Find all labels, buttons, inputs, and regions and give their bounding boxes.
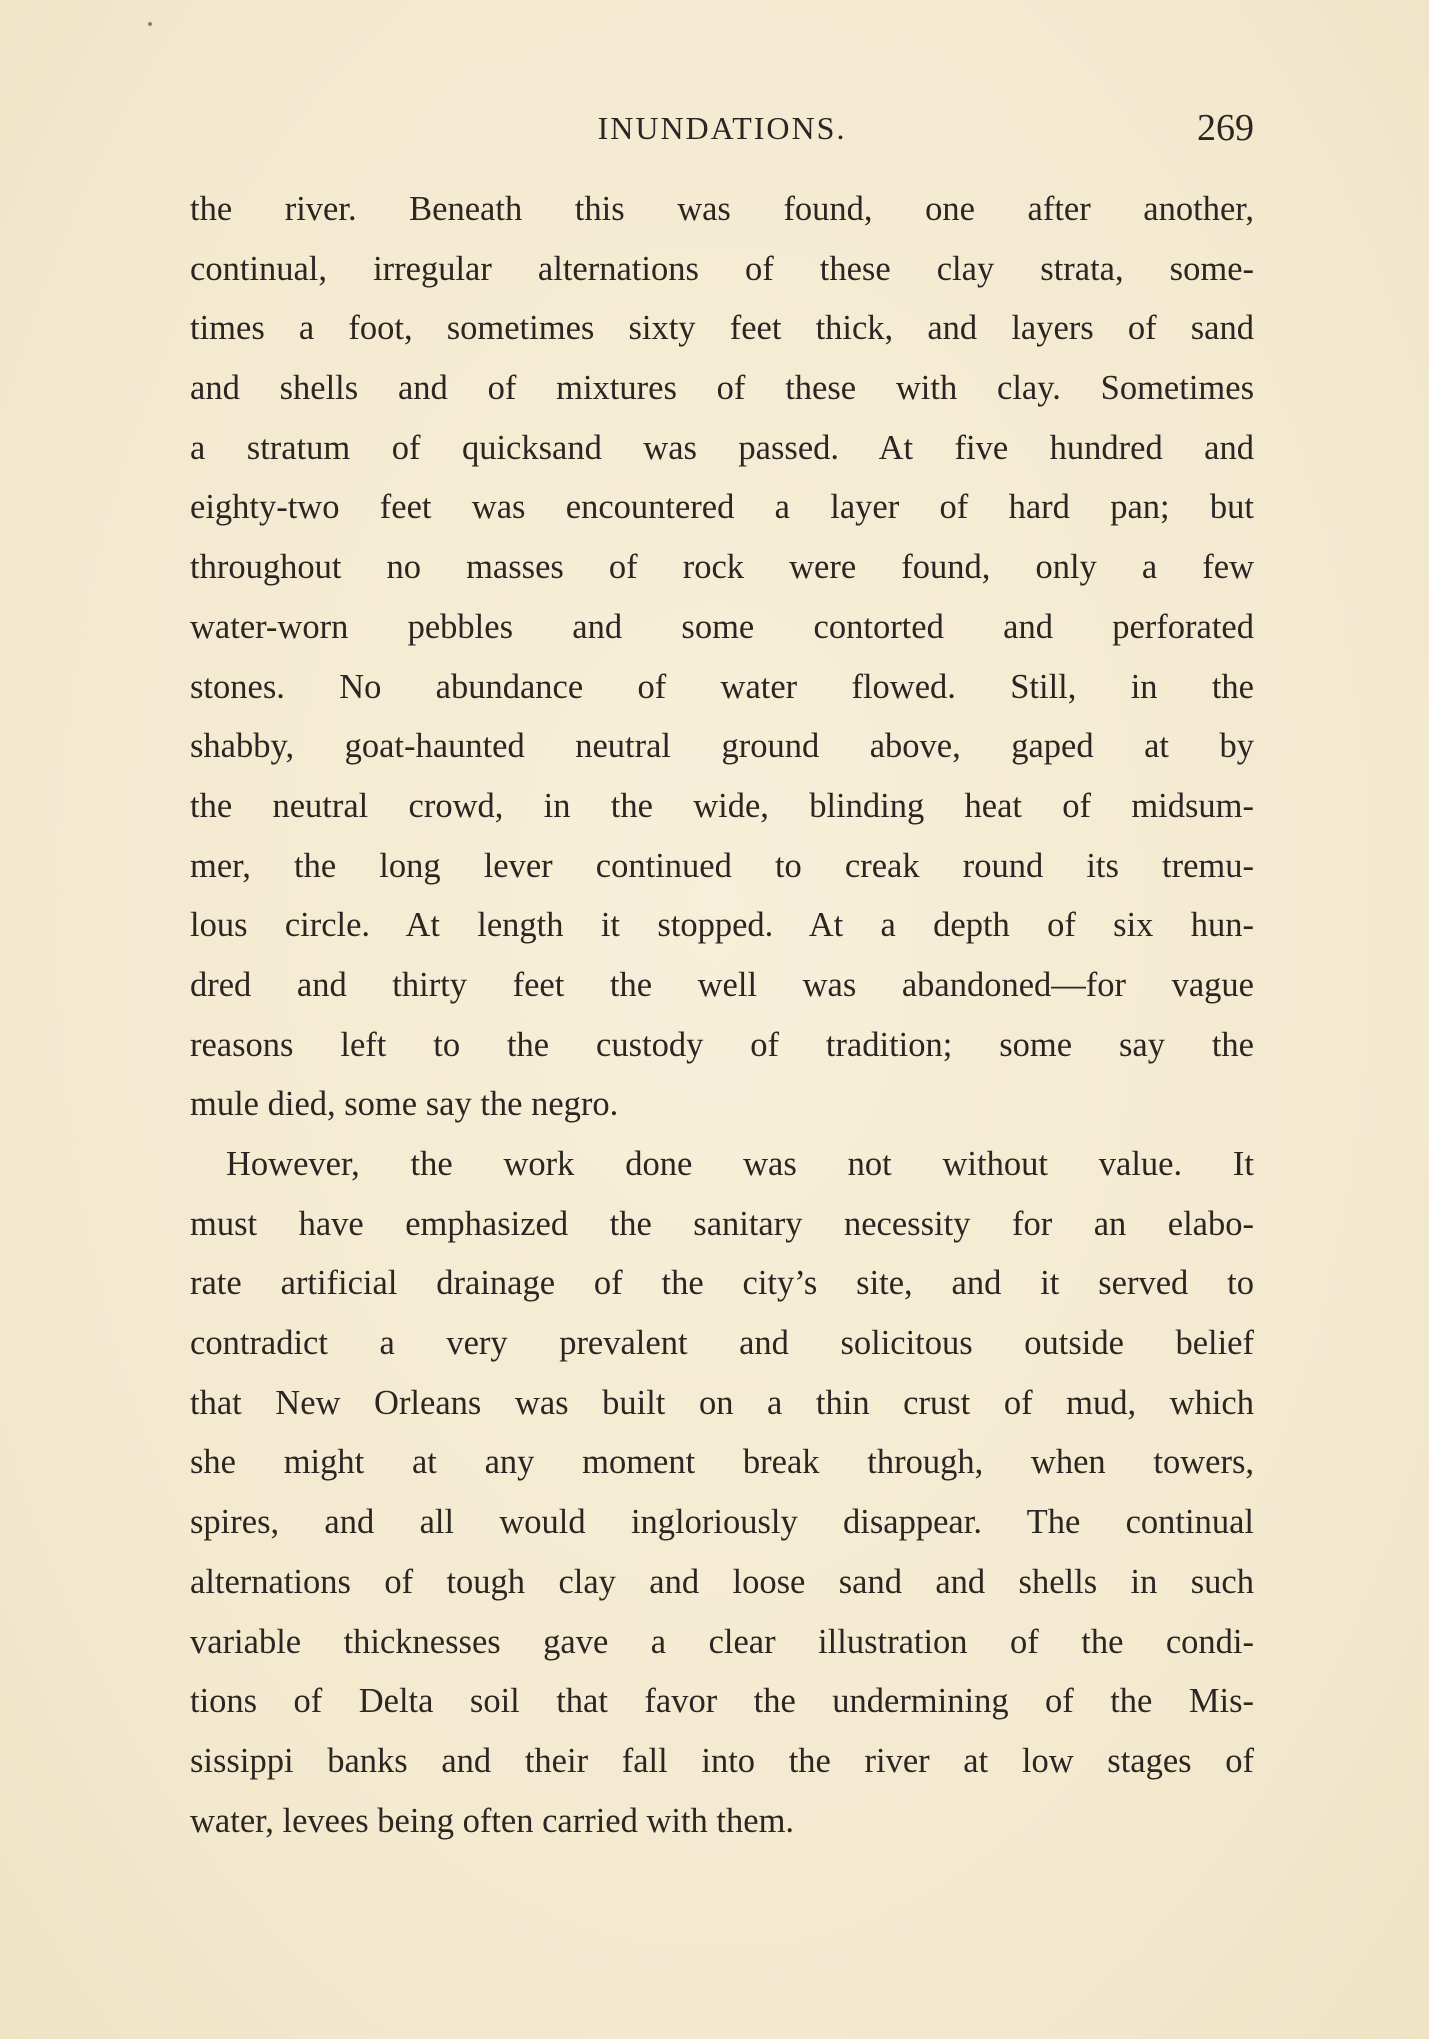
- running-head: INUNDATIONS.: [597, 110, 847, 146]
- text-line: the river. Beneath this was found, one after another,: [190, 190, 1254, 228]
- text-line: times a foot, sometimes sixty feet thick, and layers of sand: [190, 309, 1254, 348]
- page-number: 269: [1197, 107, 1254, 149]
- paragraph-2: [190, 1135, 1254, 1851]
- text-line: dred and thirty feet the well was abandoned—for vague: [190, 965, 1254, 1004]
- text-line: However, the work done was not without value. It: [226, 1145, 1254, 1183]
- page-header: [190, 106, 1254, 156]
- text-line: spires, and all would ingloriously disappear. The continual: [190, 1503, 1254, 1542]
- text-line: reasons left to the custody of tradition; some say the: [190, 1025, 1254, 1064]
- text-line: alternations of tough clay and loose sand and shells in such: [190, 1562, 1254, 1601]
- text-line: shabby, goat-haunted neutral ground above, gaped at by: [190, 727, 1254, 766]
- text-line: stones. No abundance of water flowed. Still, in the: [190, 667, 1254, 706]
- text-line: the neutral crowd, in the wide, blinding heat of midsum-: [190, 786, 1254, 825]
- text-line: continual, irregular alternations of these clay strata, some-: [190, 249, 1254, 288]
- text-line: throughout no masses of rock were found, only a few: [190, 548, 1254, 587]
- page-speck: [148, 22, 152, 26]
- text-line: water, levees being often carried with them.: [190, 1801, 795, 1840]
- body-text: [190, 180, 1254, 1851]
- text-line: lous circle. At length it stopped. At a depth of six hun-: [190, 906, 1254, 945]
- text-line: variable thicknesses gave a clear illustration of the condi-: [190, 1622, 1254, 1661]
- paragraph-1: [190, 180, 1254, 1135]
- text-line: contradict a very prevalent and solicitous outside belief: [190, 1324, 1254, 1363]
- text-line: she might at any moment break through, when towers,: [190, 1443, 1254, 1482]
- text-line: mer, the long lever continued to creak round its tremu-: [190, 846, 1254, 885]
- text-line: that New Orleans was built on a thin crust of mud, which: [190, 1383, 1254, 1422]
- text-line: and shells and of mixtures of these with clay. Sometimes: [190, 369, 1254, 408]
- text-line: must have emphasized the sanitary necessity for an elabo-: [190, 1204, 1254, 1243]
- text-line: rate artificial drainage of the city’s site, and it served to: [190, 1264, 1254, 1303]
- text-line: a stratum of quicksand was passed. At five hundred and: [190, 428, 1254, 467]
- text-line: water-worn pebbles and some contorted and perforated: [190, 607, 1254, 646]
- text-line: tions of Delta soil that favor the undermining of the Mis-: [190, 1682, 1254, 1721]
- text-line: sissippi banks and their fall into the river at low stages of: [190, 1741, 1254, 1780]
- text-line: eighty-two feet was encountered a layer of hard pan; but: [190, 488, 1254, 527]
- text-line: mule died, some say the negro.: [190, 1085, 619, 1124]
